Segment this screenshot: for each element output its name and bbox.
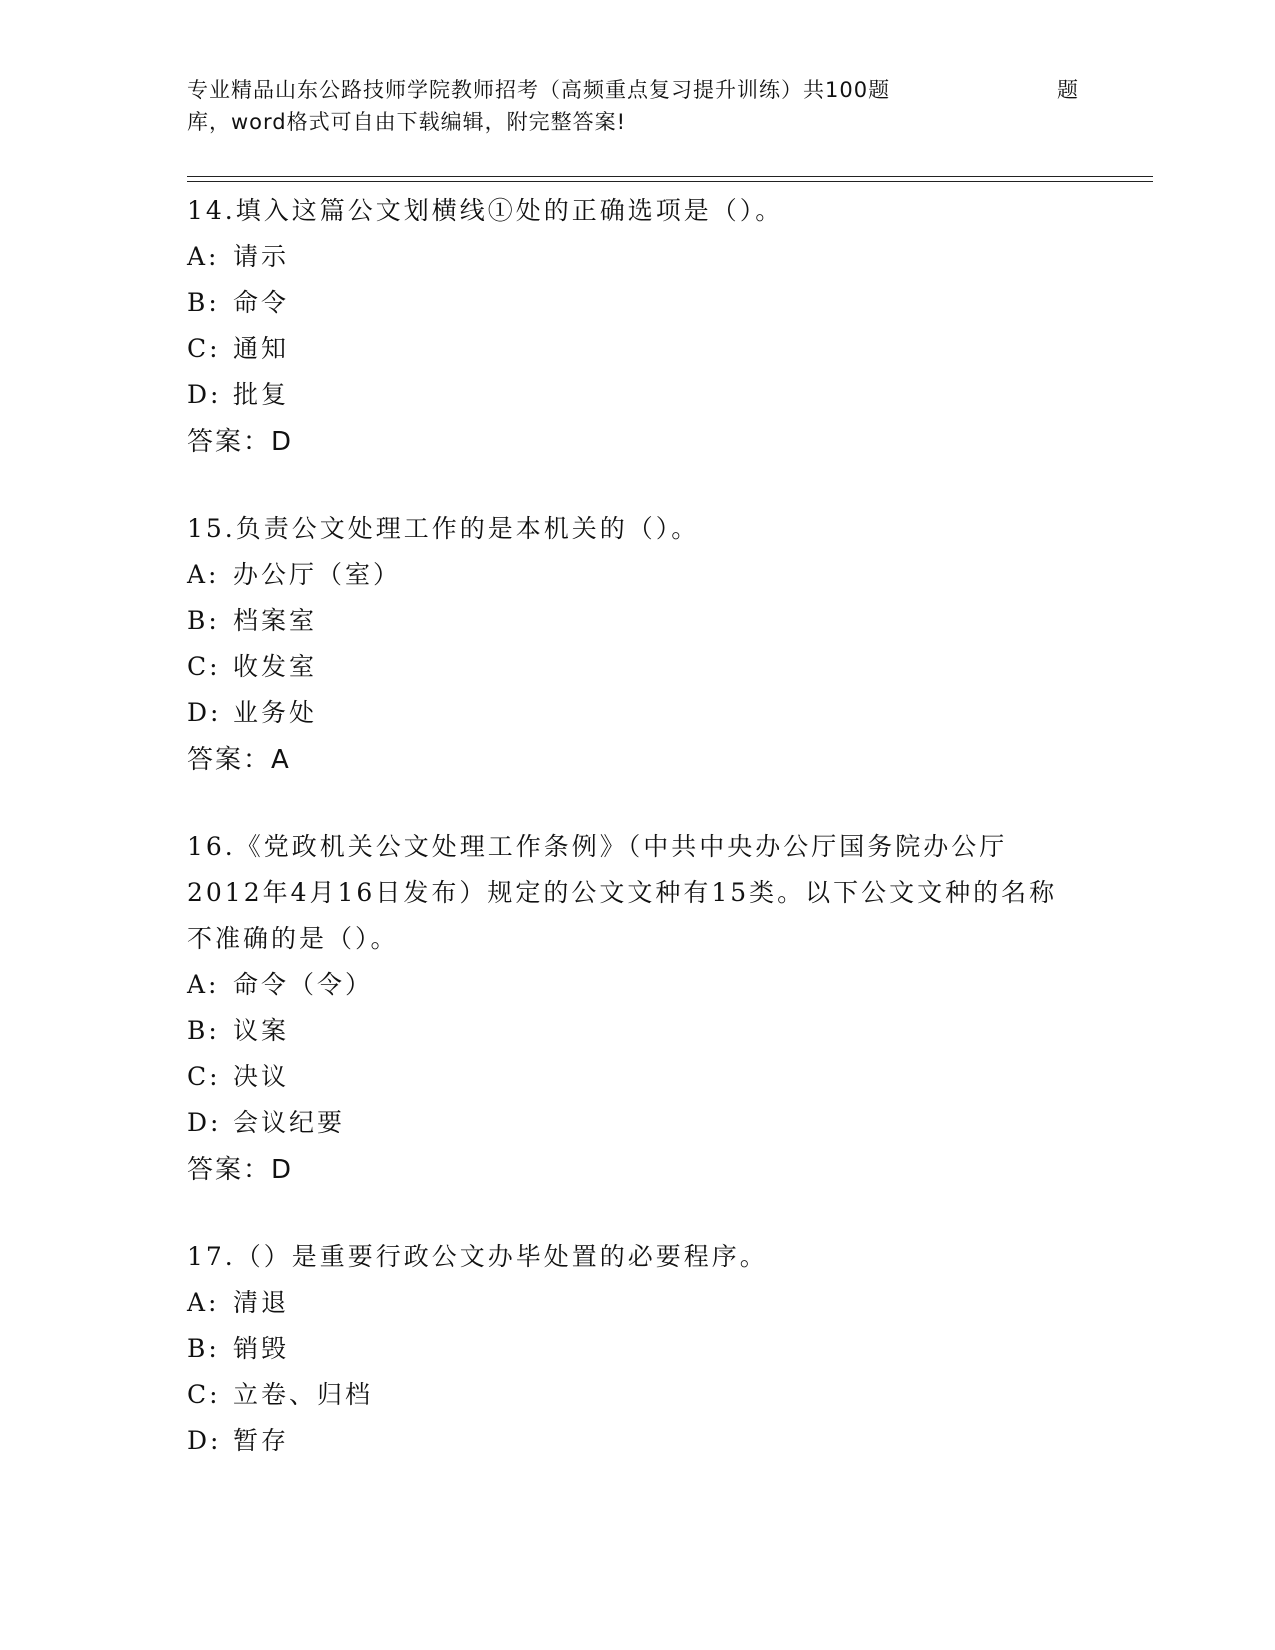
option-key: B: [187,1334,220,1363]
option-text: 清退 [233,1288,290,1317]
option-a [187,552,1087,598]
option-c [187,326,1087,372]
option-a [187,1280,1087,1326]
option-key: C: [187,1380,221,1409]
option-key: A: [187,560,220,589]
option-text: 通知 [233,334,290,363]
question-title: 15.负责公文处理工作的是本机关的（）。 [187,514,700,543]
option-text: 命令 [233,288,290,317]
header-divider-bottom [187,181,1153,182]
option-d [187,1418,1087,1464]
option-text: 请示 [233,242,290,271]
question-17 [187,1234,1087,1464]
option-key: A: [187,242,220,271]
option-text: 议案 [233,1016,290,1045]
option-a [187,962,1087,1008]
option-key: C: [187,652,221,681]
option-key: C: [187,334,221,363]
answer-line: 答案：D [187,1155,294,1185]
option-text: 暂存 [233,1426,290,1455]
option-b [187,280,1087,326]
question-list [187,188,1087,1504]
option-c [187,644,1087,690]
answer-line: 答案：D [187,427,294,457]
answer-line: 答案：A [187,745,291,775]
header-line-1: 专业精品山东公路技师学院教师招考（高频重点复习提升训练）共100题 [187,78,891,102]
option-text: 会议纪要 [233,1108,346,1137]
option-b [187,1008,1087,1054]
option-d [187,1100,1087,1146]
option-text: 立卷、归档 [233,1380,374,1409]
option-key: D: [187,1108,222,1137]
header-line-2: 库，word格式可自由下载编辑，附完整答案! [187,110,627,134]
question-15 [187,506,1087,784]
document-header [187,74,1087,138]
option-key: D: [187,698,222,727]
option-key: B: [187,606,220,635]
option-text: 命令（令） [233,970,374,999]
option-key: A: [187,1288,220,1317]
option-d [187,690,1087,736]
option-b [187,598,1087,644]
option-c [187,1054,1087,1100]
option-key: D: [187,380,222,409]
option-key: B: [187,1016,220,1045]
option-a [187,234,1087,280]
option-text: 办公厅（室） [233,560,402,589]
option-key: D: [187,1426,222,1455]
option-key: B: [187,288,220,317]
question-title: 14.填入这篇公文划横线①处的正确选项是（）。 [187,196,784,225]
question-title: 16.《党政机关公文处理工作条例》（中共中央办公厅国务院办公厅2012年4月16日发布）规定的公文文种有15类。以下公文文种的名称不准确的是（）。 [187,832,1058,953]
option-key: A: [187,970,220,999]
option-d [187,372,1087,418]
option-text: 档案室 [233,606,318,635]
option-text: 收发室 [233,652,318,681]
option-text: 决议 [233,1062,290,1091]
option-b [187,1326,1087,1372]
option-text: 批复 [233,380,290,409]
option-text: 销毁 [233,1334,290,1363]
question-14 [187,188,1087,466]
question-16 [187,824,1087,1194]
option-c [187,1372,1087,1418]
header-divider-top [187,176,1153,177]
option-key: C: [187,1062,221,1091]
option-text: 业务处 [233,698,318,727]
header-line-1-tail: 题 [1057,78,1079,102]
question-title: 17.（）是重要行政公文办毕处置的必要程序。 [187,1242,768,1271]
